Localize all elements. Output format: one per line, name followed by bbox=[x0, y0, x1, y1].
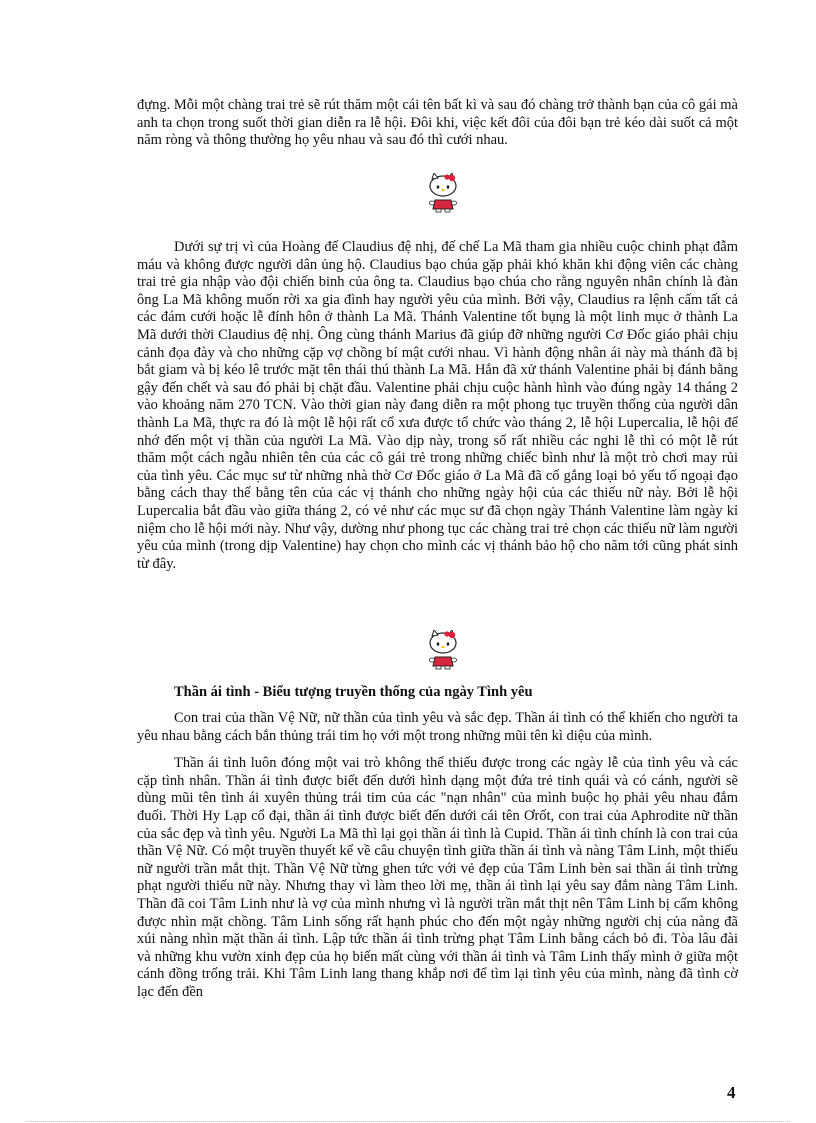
hello-kitty-icon bbox=[426, 173, 460, 213]
hello-kitty-icon bbox=[426, 630, 460, 670]
valentine-section bbox=[137, 239, 738, 573]
intro-paragraph: đựng. Mỗi một chàng trai trẻ sẽ rút thăm một cái tên bất kì và sau đó chàng trở thành bạn của cô gái mà anh ta chọn trong suốt thời gian diễn ra lễ hội. Đôi khi, việc kết đôi của đôi bạn trẻ kéo dài suốt cả một năm ròng và thông thường họ yêu nhau và sau đó thì cưới nhau. bbox=[137, 97, 738, 149]
valentine-paragraph: Dưới sự trị vì của Hoàng đế Claudius đệ nhị, đế chế La Mã tham gia nhiều cuộc chinh phạt đẫm máu và không được người dân ủng hộ. Claudius bạo chúa gặp phải khó khăn khi động viên các chàng trai trẻ gia nhập vào đội chiến binh của ông ta. Claudius bạo chúa cho rằng nguyên nhân chính là đàn ông La Mã không muốn rời xa gia đình hay người yêu của mình. Bởi vậy, Claudius ra lệnh cấm tất cả các đám cưới hoặc lễ đính hôn ở thành La Mã. Thánh Valentine tốt bụng là một linh mục ở thành La Mã dưới thời Claudius đệ nhị. Ông cùng thánh Marius đã giúp đỡ những người Cơ Đốc giáo phải chịu cảnh đọa đày và cho những cặp vợ chồng bí mật cưới nhau. Vì hành động nhân ái này mà thánh đã bị bắt giam và bị kéo lê trước mặt tên thái thú thành La Mã. Hắn đã xử thánh Valentine phải bị đánh bằng gậy đến chết và sau đó phải bị chặt đầu. Valentine phải chịu cuộc hành hình vào đúng ngày 14 tháng 2 vào khoảng năm 270 TCN. Vào thời gian này đang diễn ra một phong tục truyền thống của người dân thành La Mã, thực ra đó là một lễ hội rất cổ xưa được tổ chức vào tháng 2, lễ hội Lupercalia, lễ hội để nhớ đến một vị thần của người La Mã. Vào dịp này, trong số rất nhiều các nghi lễ thì có một lễ rút thăm một cách ngẫu nhiên tên của các cô gái trẻ trong những chiếc bình như là một trò chơi may rủi của tình yêu. Các mục sư từ những nhà thờ Cơ Đốc giáo ở La Mã đã cố gắng loại bỏ yếu tố ngoại đạo bằng cách thay thế bằng tên của các vị thánh cho những ngày hội của các thiếu nữ này. Bởi lễ hội Lupercalia bắt đầu vào giữa tháng 2, có vẻ như các mục sư đã chọn ngày Thánh Valentine làm ngày kỉ niệm cho lễ hội mới này. Như vậy, dường như phong tục các chàng trai trẻ chọn các thiếu nữ làm người yêu của mình (trong dịp Valentine) hay chọn cho mình các vị thánh bảo hộ cho năm tới cũng phát sinh từ đây. bbox=[137, 239, 738, 572]
cupid-heading: Thần ái tình - Biểu tượng truyền thống của ngày Tình yêu bbox=[174, 684, 533, 700]
cupid-paragraph-2: Thần ái tình luôn đóng một vai trò không thể thiếu được trong các ngày lễ của tình yêu và các cặp tình nhân. Thần ái tình được biết đến dưới hình dạng một đứa trẻ tinh quái và có cánh, người sẽ dùng mũi tên tình ái xuyên thủng trái tim của các "nạn nhân" của mình buộc họ phải yêu nhau đắm đuối. Thời Hy Lạp cổ đại, thần ái tình được biết đến dưới cái tên Ơrốt, con trai của Aphrodite nữ thần của sắc đẹp và tình yêu. Người La Mã thì lại gọi thần ái tình là Cupid. Thần ái tình chính là con trai của thần Vệ Nữ. Có một truyền thuyết kể về câu chuyện tình giữa thần ái tình và nàng Tâm Linh, một thiếu nữ người trần mắt thịt. Thần Vệ Nữ từng ghen tức với vẻ đẹp của Tâm Linh bèn sai thần ái tình trừng phạt người thiếu nữ này. Nhưng thay vì làm theo lời mẹ, thần ái tình lại yêu say đắm nàng Tâm Linh. Thần đã coi Tâm Linh như là vợ của mình nhưng vì là người trần mắt thịt nên Tâm Linh bị cấm không được nhìn mặt chồng. Tâm Linh sống rất hạnh phúc cho đến một ngày những người chị của nàng đã xúi nàng nhìn mặt thần ái tình. Lập tức thần ái tình trừng phạt Tâm Linh bằng cách bỏ đi. Tòa lâu đài và những khu vườn xinh đẹp của họ biến mất cùng với thần ái tình và Tâm Linh thấy mình ở giữa một cánh đồng trống trải. Khi Tâm Linh lang thang khắp nơi để tìm lại tình yêu của mình, nàng đã tình cờ lạc đến đền bbox=[137, 755, 738, 1000]
footer-divider bbox=[26, 1121, 790, 1122]
page-number: 4 bbox=[727, 1083, 736, 1102]
cupid-section bbox=[137, 710, 738, 1002]
cupid-paragraph-1: Con trai của thần Vệ Nữ, nữ thần của tình yêu và sắc đẹp. Thần ái tình có thể khiến cho người ta yêu nhau bằng cách bắn thủng trái tim họ với một trong những mũi tên kì diệu của mình. bbox=[137, 710, 738, 744]
intro-text bbox=[137, 97, 738, 150]
